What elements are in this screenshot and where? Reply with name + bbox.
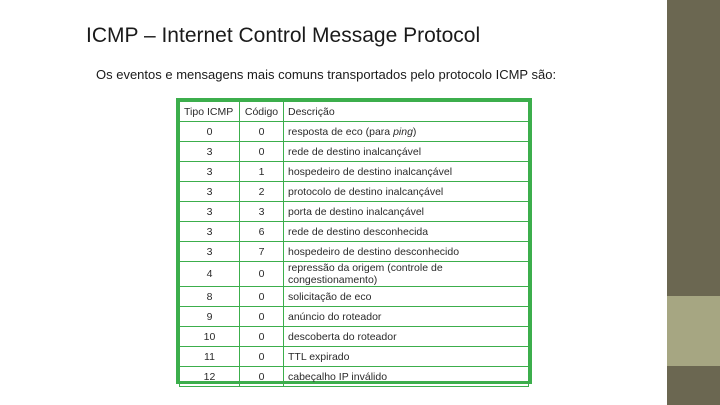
cell-codigo: 2 [240,182,284,202]
header-descricao: Descrição [284,102,529,122]
table-row [180,142,529,162]
cell-codigo: 0 [240,327,284,347]
cell-codigo: 0 [240,122,284,142]
table-row [180,202,529,222]
cell-tipo: 4 [180,262,240,287]
cell-descricao: TTL expirado [284,347,529,367]
cell-tipo: 12 [180,367,240,387]
cell-tipo: 10 [180,327,240,347]
decorative-side-bar-bottom [667,366,720,405]
icmp-table [179,101,529,387]
cell-descricao: rede de destino inalcançável [284,142,529,162]
table-row [180,287,529,307]
table-row [180,347,529,367]
cell-tipo: 9 [180,307,240,327]
slide-title: ICMP – Internet Control Message Protocol [86,24,481,47]
cell-codigo: 0 [240,262,284,287]
cell-descricao: cabeçalho IP inválido [284,367,529,387]
cell-codigo: 7 [240,242,284,262]
cell-descricao: descoberta do roteador [284,327,529,347]
cell-codigo: 0 [240,142,284,162]
table-row [180,222,529,242]
cell-tipo: 3 [180,202,240,222]
cell-tipo: 3 [180,242,240,262]
icmp-table-frame [176,98,532,384]
cell-tipo: 3 [180,182,240,202]
cell-descricao: resposta de eco (para ping) [284,122,529,142]
header-codigo: Código [240,102,284,122]
table-row [180,262,529,287]
cell-descricao: hospedeiro de destino inalcançável [284,162,529,182]
cell-codigo: 0 [240,367,284,387]
header-tipo-icmp: Tipo ICMP [180,102,240,122]
cell-tipo: 11 [180,347,240,367]
cell-descricao: porta de destino inalcançável [284,202,529,222]
cell-descricao: solicitação de eco [284,287,529,307]
cell-tipo: 8 [180,287,240,307]
decorative-side-bar-top [667,0,720,296]
cell-codigo: 0 [240,347,284,367]
cell-codigo: 0 [240,307,284,327]
table-row [180,307,529,327]
cell-codigo: 3 [240,202,284,222]
cell-codigo: 6 [240,222,284,242]
table-row [180,122,529,142]
cell-tipo: 0 [180,122,240,142]
slide-subtitle: Os eventos e mensagens mais comuns transportados pelo protocolo ICMP são: [96,67,557,82]
cell-tipo: 3 [180,222,240,242]
cell-tipo: 3 [180,162,240,182]
cell-descricao: hospedeiro de destino desconhecido [284,242,529,262]
table-row [180,162,529,182]
table-row [180,367,529,387]
table-row [180,327,529,347]
cell-tipo: 3 [180,142,240,162]
table-header-row [180,102,529,122]
cell-codigo: 1 [240,162,284,182]
decorative-side-bar-accent [667,296,720,366]
cell-descricao: protocolo de destino inalcançável [284,182,529,202]
cell-descricao: rede de destino desconhecida [284,222,529,242]
cell-descricao: repressão da origem (controle de congestionamento) [284,262,529,287]
table-row [180,242,529,262]
cell-descricao: anúncio do roteador [284,307,529,327]
cell-codigo: 0 [240,287,284,307]
table-row [180,182,529,202]
